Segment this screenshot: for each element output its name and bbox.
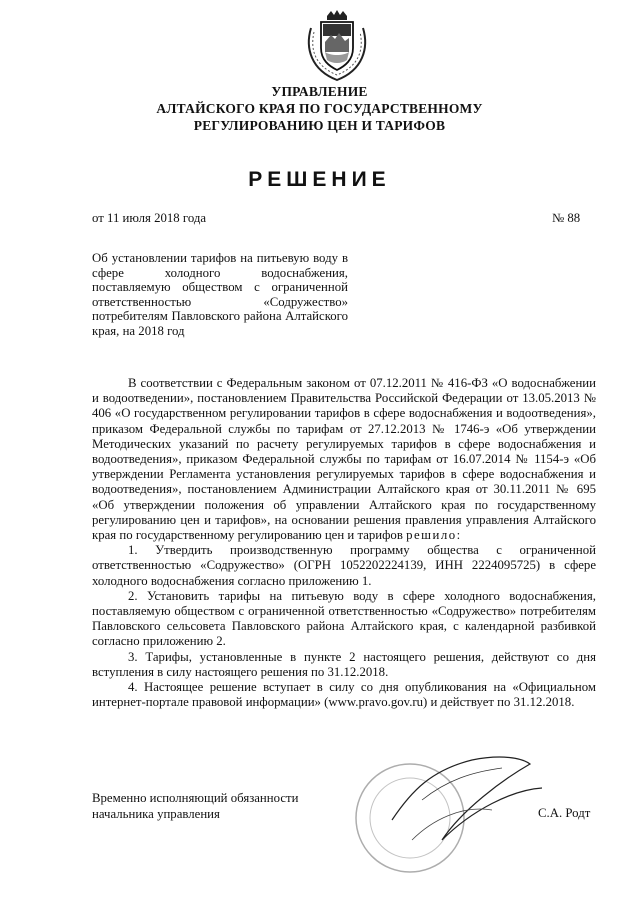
resolved-word: решило: — [406, 528, 462, 543]
resolution-item-3: 3. Тарифы, установленные в пункте 2 настоящего решения, действуют со дня вступления в силу настоящего решения по 31.12.2018. — [92, 649, 596, 679]
agency-name-line-2: АЛТАЙСКОГО КРАЯ ПО ГОСУДАРСТВЕННОМУ — [156, 101, 483, 116]
resolution-item-4: 4. Настоящее решение вступает в силу со дня опубликования на «Официальном интернет-портале правовой информации» (www.pravo.gov.ru) и действует по 31.12.2018. — [92, 680, 596, 710]
document-body — [92, 376, 596, 710]
seal-stamp-icon — [352, 750, 552, 880]
document-number: № 88 — [552, 211, 581, 225]
agency-name-line-1: УПРАВЛЕНИЕ — [271, 84, 368, 99]
handwritten-signature — [392, 757, 542, 840]
coat-of-arms-icon — [301, 8, 373, 84]
signer-position-line-2: начальника управления — [92, 807, 220, 821]
preamble-text: В соответствии с Федеральным законом от 07.12.2011 № 416-ФЗ «О водоснабжении и водоотведении», постановлением Правительства Российской Федерации от 13.05.2013 № 406 «О государственном регулировании тарифов в сфере водоснабжения и водоотведения», приказом Федеральной службы по тарифам от 27.12.2013 № 1746-э «Об утверждении Методических указаний по расчету регулируемых тарифов в сфере водоснабжения и водоотведения», приказом Федеральной службы по тарифам от 16.07.2014 № 1154-э «Об утверждении Регламента установления регулируемых тарифов в сфере водоснабжения и водоотведения», постановлением Администрации Алтайского края от 30.11.2011 № 695 «Об утверждении положения об управлении Алтайского края по государственному регулированию цен и тарифов», на основании решения правления управления Алтайского края по государственному регулированию цен и тарифов — [92, 376, 596, 543]
document-type-title: РЕШЕНИЕ — [248, 168, 391, 191]
signer-name: С.А. Родт — [538, 806, 591, 820]
agency-name-line-3: РЕГУЛИРОВАНИЮ ЦЕН И ТАРИФОВ — [193, 118, 446, 133]
document-subject: Об установлении тарифов на питьевую воду в сфере холодного водоснабжения, поставляемую обществом с ограниченной ответственностью «Содружество» потребителям Павловского района Алтайского края, на 2018 год — [92, 251, 348, 338]
resolution-item-1: 1. Утвердить производственную программу общества с ограниченной ответственностью «Содружество» (ОГРН 1052202224139, ИНН 2224095725) в сфере холодного водоснабжения согласно приложению 1. — [92, 543, 596, 588]
preamble-paragraph — [92, 376, 596, 543]
signature-position — [92, 790, 298, 822]
signer-position-line-1: Временно исполняющий обязанности — [92, 791, 299, 805]
document-date: от 11 июля 2018 года — [92, 211, 207, 225]
resolution-item-2: 2. Установить тарифы на питьевую воду в сфере холодного водоснабжения, поставляемую обществом с ограниченной ответственностью «Содружество» потребителям Павловского сельсовета Павловского района Алтайского края, с календарной разбивкой согласно приложению 2. — [92, 588, 596, 649]
